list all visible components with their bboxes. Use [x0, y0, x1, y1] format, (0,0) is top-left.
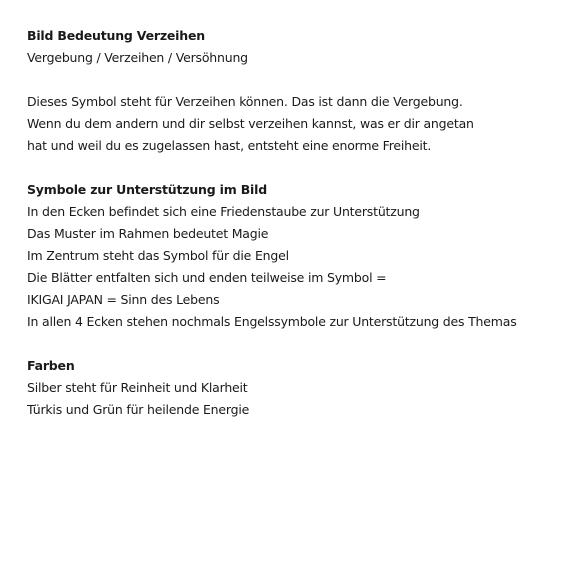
- symbols-line: IKIGAI JAPAN = Sinn des Lebens: [27, 292, 220, 307]
- intro-line: Dieses Symbol steht für Verzeihen können. Das ist dann die Vergebung.: [27, 94, 463, 109]
- spacer: [27, 333, 547, 355]
- symbols-line: Das Muster im Rahmen bedeutet Magie: [27, 226, 269, 241]
- symbols-heading: Symbole zur Unterstützung im Bild: [27, 182, 267, 197]
- symbols-line: Im Zentrum steht das Symbol für die Engel: [27, 248, 289, 263]
- symbols-line: In den Ecken befindet sich eine Friedenstaube zur Unterstützung: [27, 204, 420, 219]
- intro-line: hat und weil du es zugelassen hast, entsteht eine enorme Freiheit.: [27, 138, 432, 153]
- document-title: Bild Bedeutung Verzeihen: [27, 28, 205, 43]
- colors-line: Silber steht für Reinheit und Klarheit: [27, 380, 248, 395]
- intro-paragraph: [27, 91, 547, 157]
- symbols-line: Die Blätter entfalten sich und enden teilweise im Symbol =: [27, 270, 387, 285]
- symbols-line: In allen 4 Ecken stehen nochmals Engelssymbole zur Unterstützung des Themas: [27, 314, 517, 329]
- colors-line: Türkis und Grün für heilende Energie: [27, 402, 250, 417]
- spacer: [27, 157, 547, 179]
- colors-heading: Farben: [27, 358, 75, 373]
- document-subtitle: Vergebung / Verzeihen / Versöhnung: [27, 50, 248, 65]
- intro-line: Wenn du dem andern und dir selbst verzeihen kannst, was er dir angetan: [27, 116, 474, 131]
- spacer: [27, 69, 547, 91]
- symbols-section: [27, 179, 547, 333]
- colors-section: [27, 355, 547, 421]
- document-body: [27, 25, 547, 421]
